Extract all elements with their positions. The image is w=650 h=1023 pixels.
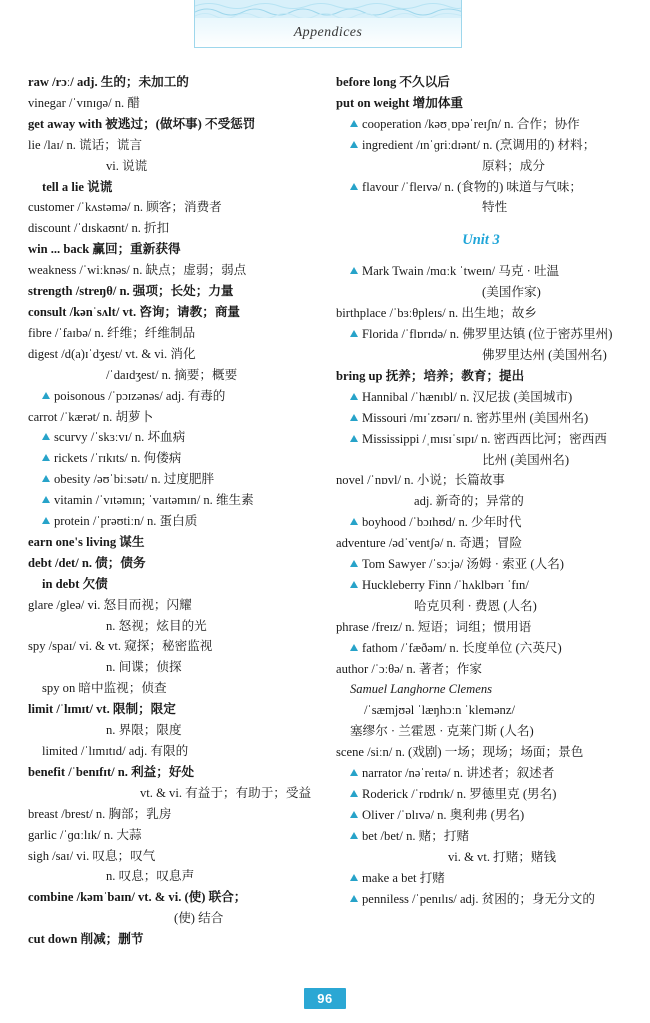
glossary-entry [336,366,626,387]
glossary-entry-text: penniless /ˈpenɪlɪs/ adj. 贫困的；身无分文的 [362,891,595,906]
triangle-bullet-icon [350,790,358,797]
glossary-entry [336,491,626,512]
triangle-bullet-icon [42,433,50,440]
triangle-bullet-icon [350,183,358,190]
glossary-entry-text: vi. & vt. 打赌；赌钱 [448,849,557,864]
glossary-entry-text: glare /gleə/ vi. 怒目而视；闪耀 [28,597,192,612]
glossary-entry-text: boyhood /ˈbɔɪhʊd/ n. 少年时代 [362,515,522,530]
glossary-entry-text: make a bet 打赌 [362,870,445,885]
glossary-entry [28,448,318,469]
glossary-entry-text: author /ˈɔːθə/ n. 著者；作家 [336,661,482,676]
glossary-entry [336,868,626,889]
glossary-entry [28,490,318,511]
triangle-bullet-icon [42,454,50,461]
glossary-entry [28,846,318,867]
triangle-bullet-icon [350,895,358,902]
glossary-entry [336,72,626,93]
glossary-entry [336,575,626,596]
glossary-entry [336,408,626,429]
glossary-entry [28,177,318,198]
glossary-entry-text: spy /spaɪ/ vi. & vt. 窥探；秘密监视 [28,639,213,654]
glossary-entry-text: /ˈsæmjʊəl ˈlæŋhɔːn ˈklemənz/ [364,703,515,718]
glossary-entry-text: Missouri /mɪˈzʊərɪ/ n. 密苏里州 (美国州名) [362,410,589,425]
glossary-entry [336,847,626,868]
glossary-entry-text: limit /ˈlɪmɪt/ vt. 限制；限定 [28,702,176,717]
glossary-entry-text: phrase /freɪz/ n. 短语；词组；惯用语 [336,619,532,634]
glossary-entry-text: 特性 [482,200,508,215]
glossary-entry-text: in debt 欠债 [42,576,108,591]
glossary-entry [28,825,318,846]
glossary-entry [28,114,318,135]
glossary-entry [28,657,318,678]
triangle-bullet-icon [350,141,358,148]
glossary-entry-text: customer /ˈkʌstəmə/ n. 顾客；消费者 [28,200,222,215]
glossary-entry [28,302,318,323]
wave-decoration [195,0,461,18]
glossary-entry-text: digest /d(a)ɪˈdʒest/ vt. & vi. 消化 [28,346,196,361]
glossary-entry-text: ingredient /ɪnˈɡriːdɪənt/ n. (烹调用的) 材料； [362,137,596,152]
triangle-bullet-icon [350,581,358,588]
glossary-entry-text: Oliver /ˈɒlɪvə/ n. 奥利弗 (男名) [362,807,525,822]
triangle-bullet-icon [350,435,358,442]
glossary-entry [336,450,626,471]
glossary-entry [336,805,626,826]
unit-heading: Unit 3 [462,232,500,249]
glossary-entry [336,721,626,742]
glossary-entry-text: obesity /əʊˈbiːsətɪ/ n. 过度肥胖 [54,472,215,487]
triangle-bullet-icon [42,517,50,524]
glossary-entry-text: cooperation /kəʊˌɒpəˈreɪʃn/ n. 合作；协作 [362,116,580,131]
glossary-entry-text: lie /laɪ/ n. 谎话；谎言 [28,137,143,152]
triangle-bullet-icon [350,518,358,525]
glossary-entry-text: put on weight 增加体重 [336,95,464,110]
left-column [28,72,318,950]
glossary-entry [336,197,626,218]
page-number: 96 [304,988,345,1009]
glossary-entry [28,887,318,908]
glossary-entry [28,511,318,532]
glossary-entry-text: vitamin /ˈvɪtəmɪn; ˈvaɪtəmɪn/ n. 维生素 [54,493,254,508]
glossary-entry-text: scurvy /ˈskɜːvɪ/ n. 坏血病 [54,430,186,445]
glossary-entry [28,553,318,574]
glossary-entry [28,260,318,281]
triangle-bullet-icon [350,769,358,776]
glossary-entry [28,218,318,239]
glossary-entry [28,407,318,428]
glossary-entry-text: discount /ˈdɪskaʊnt/ n. 折扣 [28,221,170,236]
glossary-entry [336,429,626,450]
glossary-entry [28,678,318,699]
glossary-entry [336,177,626,198]
glossary-entry-text: 哈克贝利 · 费恩 (人名) [414,598,537,613]
glossary-entry-text: n. 叹息；叹息声 [106,869,195,884]
glossary-entry-text: earn one's living 谋生 [28,534,145,549]
glossary-entry [336,261,626,282]
triangle-bullet-icon [350,330,358,337]
glossary-entry [28,427,318,448]
triangle-bullet-icon [350,267,358,274]
glossary-entry [28,72,318,93]
triangle-bullet-icon [350,560,358,567]
right-column [336,72,626,909]
glossary-entry [28,323,318,344]
glossary-entry [28,783,318,804]
glossary-entry [28,197,318,218]
glossary-entry-text: vi. 说谎 [106,158,148,173]
glossary-entry [28,135,318,156]
glossary-entry-text: benefit /ˈbenɪfɪt/ n. 利益；好处 [28,764,195,779]
glossary-columns [0,72,650,977]
glossary-entry-text: 佛罗里达州 (美国州名) [482,347,607,362]
appendices-banner [194,0,462,48]
glossary-entry-text: scene /siːn/ n. (戏剧) 一场；现场；场面；景色 [336,745,584,760]
glossary-entry-text: 塞缪尔 · 兰霍恩 · 克莱门斯 (人名) [350,724,534,739]
glossary-entry-text: n. 间谍；侦探 [106,660,182,675]
glossary-entry [28,574,318,595]
glossary-entry-text: Mississippi /ˌmɪsɪˈsɪpɪ/ n. 密西西比河；密西西 [362,431,607,446]
glossary-entry [336,700,626,721]
glossary-entry-text: limited /ˈlɪmɪtɪd/ adj. 有限的 [42,744,189,758]
glossary-entry-text: n. 界限；限度 [106,723,182,738]
glossary-entry-text: Samuel Langhorne Clemens [350,682,493,697]
glossary-entry [28,469,318,490]
glossary-entry [336,470,626,491]
glossary-entry [28,720,318,741]
glossary-entry-text: protein /ˈprəʊtiːn/ n. 蛋白质 [54,514,198,529]
glossary-entry-text: before long 不久以后 [336,75,450,89]
glossary-entry-text: (美国作家) [482,285,541,300]
triangle-bullet-icon [350,393,358,400]
glossary-entry [336,512,626,533]
glossary-entry-text: adj. 新奇的；异常的 [414,494,524,509]
page-title: Appendices [293,25,363,40]
glossary-entry [28,595,318,616]
glossary-entry [336,596,626,617]
glossary-entry-text: garlic /ˈɡɑːlɪk/ n. 大蒜 [28,827,142,842]
glossary-entry-text: Tom Sawyer /ˈsɔːjə/ 汤姆 · 索亚 (人名) [362,557,564,572]
glossary-entry-text: adventure /ədˈventʃə/ n. 奇遇；冒险 [336,536,523,551]
glossary-entry-text: fibre /ˈfaɪbə/ n. 纤维；纤维制品 [28,325,196,340]
triangle-bullet-icon [350,644,358,651]
glossary-entry [336,784,626,805]
glossary-entry [336,638,626,659]
glossary-entry-text: 比州 (美国州名) [482,452,570,467]
glossary-entry [28,741,318,762]
glossary-entry [28,281,318,302]
triangle-bullet-icon [350,874,358,881]
glossary-entry [336,826,626,847]
triangle-bullet-icon [350,811,358,818]
glossary-entry [336,617,626,638]
glossary-entry-text: bring up 抚养；培养；教育；提出 [336,368,525,383]
glossary-entry-text: tell a lie 说谎 [42,179,113,194]
glossary-entry [336,93,626,114]
glossary-entry-text: Huckleberry Finn /ˈhʌklbərɪ ˈfɪn/ [362,577,529,592]
glossary-entry-text: debt /det/ n. 债；债务 [28,555,146,570]
glossary-entry-text: combine /kəmˈbaɪn/ vt. & vi. (使) 联合； [28,890,247,905]
glossary-entry-text: Hannibal /ˈhænɪbl/ n. 汉尼拔 (美国城市) [362,389,573,404]
glossary-entry-text: /ˈdaɪdʒest/ n. 摘要；概要 [106,367,238,382]
glossary-entry-text: spy on 暗中监视；侦查 [42,681,167,696]
glossary-entry [28,386,318,407]
glossary-entry [28,365,318,386]
glossary-entry [336,533,626,554]
glossary-entry [336,135,626,156]
glossary-entry [28,762,318,783]
triangle-bullet-icon [42,392,50,399]
glossary-entry-text: carrot /ˈkærət/ n. 胡萝卜 [28,409,154,424]
glossary-entry-text: flavour /ˈfleɪvə/ n. (食物的) 味道与气味； [362,179,582,194]
glossary-entry [336,889,626,910]
glossary-entry-text: sigh /saɪ/ vi. 叹息；叹气 [28,848,156,863]
glossary-entry [28,908,318,929]
glossary-entry-text: poisonous /ˈpɔɪzənəs/ adj. 有毒的 [54,388,226,403]
triangle-bullet-icon [42,475,50,482]
glossary-entry [336,156,626,177]
footer [0,988,650,1009]
glossary-entry-text: get away with 被逃过；(做坏事) 不受惩罚 [28,116,256,131]
glossary-entry [28,616,318,637]
glossary-entry [336,554,626,575]
glossary-entry [28,156,318,177]
glossary-entry [336,303,626,324]
glossary-entry-text: cut down 削减；删节 [28,932,144,947]
glossary-entry-text: novel /ˈnɒvl/ n. 小说；长篇故事 [336,473,505,488]
triangle-bullet-icon [350,414,358,421]
glossary-entry-text: rickets /ˈrɪkɪts/ n. 佝偻病 [54,451,182,466]
glossary-entry [336,282,626,303]
glossary-entry-text: vt. & vi. 有益于；有助于；受益 [140,785,312,800]
glossary-entry-text: 原料；成分 [482,158,545,173]
glossary-entry [28,636,318,657]
glossary-entry-text: breast /brest/ n. 胸部；乳房 [28,806,172,821]
glossary-entry [336,763,626,784]
glossary-entry-text: Mark Twain /mɑːk ˈtweɪn/ 马克 · 吐温 [362,264,560,279]
glossary-entry-text: win ... back 赢回；重新获得 [28,242,181,257]
glossary-entry-text: fathom /ˈfæðəm/ n. 长度单位 (六英尺) [362,640,562,655]
glossary-entry-text: Florida /ˈflɒrɪdə/ n. 佛罗里达镇 (位于密苏里州) [362,327,613,342]
triangle-bullet-icon [42,496,50,503]
glossary-entry-text: birthplace /ˈbɜːθpleɪs/ n. 出生地；故乡 [336,306,537,321]
glossary-entry-text: weakness /ˈwiːknəs/ n. 缺点；虚弱；弱点 [28,263,247,278]
glossary-entry [28,929,318,950]
triangle-bullet-icon [350,832,358,839]
glossary-entry-text: Roderick /ˈrɒdrɪk/ n. 罗德里克 (男名) [362,787,557,801]
glossary-entry [28,344,318,365]
glossary-entry [336,679,626,700]
glossary-entry-text: narrator /nəˈreɪtə/ n. 讲述者；叙述者 [362,766,555,781]
glossary-entry [28,866,318,887]
glossary-entry [28,93,318,114]
glossary-entry [28,699,318,720]
glossary-entry-text: bet /bet/ n. 赌；打赌 [362,828,470,843]
right-entry-list-unit3 [336,261,626,909]
glossary-entry [336,114,626,135]
glossary-entry [28,239,318,260]
glossary-entry [336,345,626,366]
triangle-bullet-icon [350,120,358,127]
glossary-entry-text: strength /streŋθ/ n. 强项；长处；力量 [28,284,234,299]
glossary-entry [336,324,626,345]
glossary-entry [28,532,318,553]
glossary-entry-text: vinegar /ˈvɪnɪɡə/ n. 醋 [28,95,140,110]
glossary-entry-text: consult /kənˈsʌlt/ vt. 咨询；请教；商量 [28,304,241,319]
glossary-entry-text: n. 怒视；炫目的光 [106,618,207,633]
glossary-entry [336,742,626,763]
glossary-entry [336,387,626,408]
glossary-entry [336,659,626,680]
glossary-entry-text: (使) 结合 [174,911,224,926]
right-entry-list-top [336,72,626,218]
left-entry-list [28,72,318,950]
glossary-entry [28,804,318,825]
glossary-entry-text: raw /rɔː/ adj. 生的；未加工的 [28,75,189,89]
